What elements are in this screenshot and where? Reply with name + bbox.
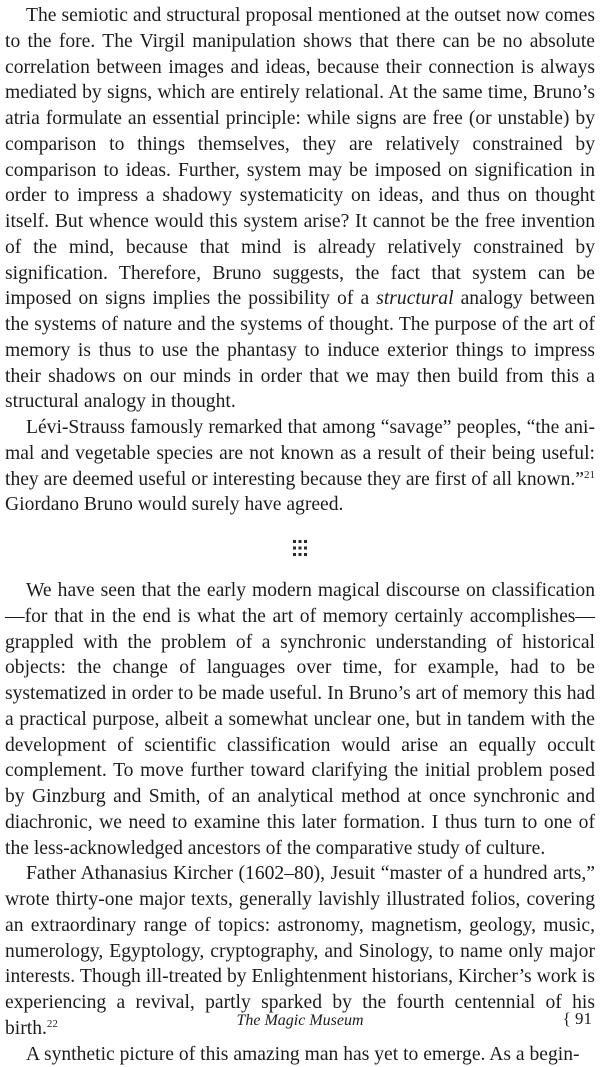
page-number: { 91 bbox=[563, 1006, 592, 1032]
paragraph-levi-strauss bbox=[5, 415, 595, 518]
paragraph-synthetic-picture bbox=[5, 1042, 595, 1067]
paragraph-classification bbox=[5, 578, 595, 861]
section-break-dots-icon bbox=[292, 539, 308, 557]
paragraph-text: The semiotic and structural proposal mentioned at the outset now comes to the fore. The Virgil manipulation shows that there can be no absolute correlation between images and ideas, because their connection is always mediated by signs, which are entirely relational. At the same time, Bruno’s atria formulate an essential principle: while signs are free (or unstable) by comparison to things themselves, they are relatively constrained by comparison to ideas. Further, system may be imposed on signification in order to impress a shadowy systematicity on ideas, and thus on thought itself. But whence would this system arise? It cannot be the free invention of the mind, because that mind is already relatively constrained by signification. Therefore, Bruno suggests, the fact that system can be imposed on signs implies the possibility of a bbox=[5, 5, 595, 309]
footnote-marker: 21 bbox=[584, 469, 595, 481]
paragraph-text: A synthetic picture of this amazing man has yet to emerge. As a begin- bbox=[26, 1044, 580, 1065]
paragraph-text: We have seen that the early modern magical discourse on classification—for that in the end is what the art of memory certainly accomplishes—grappled with the problem of a synchronic understanding of historical objects: the change of languages over time, for example, had to be systematized in order to be made useful. In Bruno’s art of memory this had a practical purpose, albeit a somewhat unclear one, but in tandem with the development of scientific classification would arise an equally occult complement. To move further toward clarifying the initial problem posed by Ginzburg and Smith, of an analytical method at once synchronic and diachronic, we need to examine this later formation. I thus turn to one of the less-acknowledged ancestors of the comparative study of culture. bbox=[5, 580, 595, 859]
paragraph-text: Giordano Bruno would surely have agreed. bbox=[5, 494, 343, 515]
paragraph-text: analogy between the systems of nature and the systems of thought. The purpose of the art of memory is thus to use the phantasy to induce exterior things to impress their shadows on our minds in order that we may then build from this a structural analogy in thought. bbox=[5, 288, 595, 412]
paragraph-text: Father Athanasius Kircher (1602–80), Jesuit “master of a hundred arts,” wrote thirty-one major texts, generally lavishly illustrated folios, covering an extraordinary range of topics: astronomy, magnetism, geology, music, numerology, Egyptology, cryptography, and Sinology, to name only major interests. Though ill-treated by Enlightenment historians, Kircher’s work is experiencing a revival, partly sparked by the fourth centennial of his birth. bbox=[5, 863, 595, 1039]
section-break bbox=[5, 518, 595, 578]
paragraph-text: Lévi-Strauss famously remarked that among “savage” peoples, “the animal and vegetable species are not known as a result of their being useful: they are deemed useful or interesting because they are first of all known.” bbox=[5, 417, 595, 490]
footnote-marker: 22 bbox=[47, 1018, 58, 1030]
running-title: The Magic Museum bbox=[0, 1008, 600, 1034]
paragraph-semiotic-proposal bbox=[5, 3, 595, 415]
page-footer bbox=[0, 1003, 600, 1033]
emphasized-word: structural bbox=[376, 288, 453, 309]
